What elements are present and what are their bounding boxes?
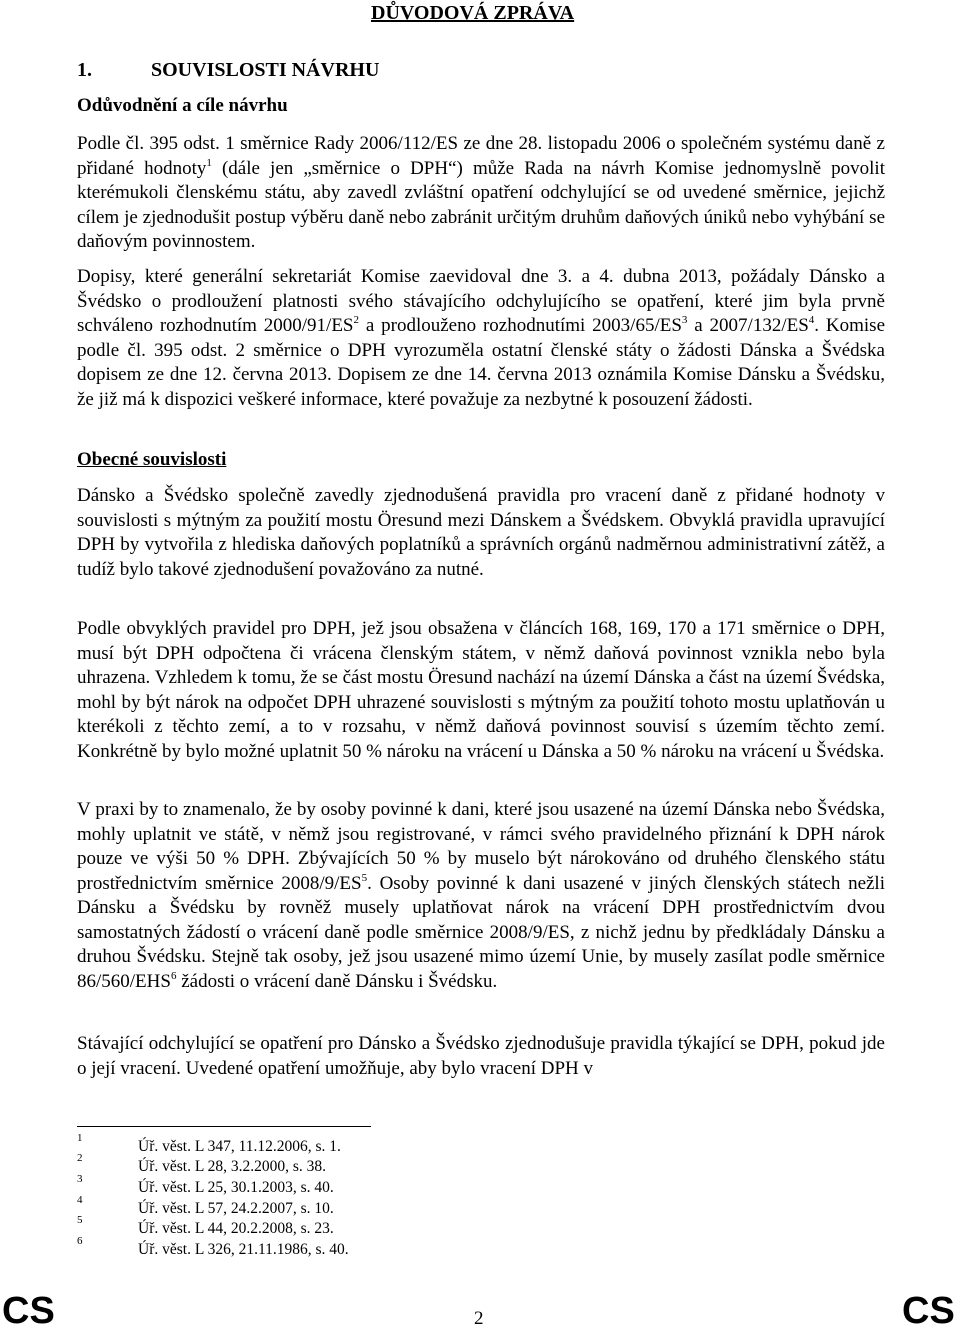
- page-title: DŮVODOVÁ ZPRÁVA: [371, 2, 575, 24]
- footnote-ref: 4: [808, 314, 815, 326]
- paragraph-text: (dále jen „směrnice o DPH“) může Rada na návrh Komise jednomyslně povolit kterémukoli členskému státu, aby zavedl zvláštní opatření odchylující se od uvedené směrnice, jejichž cílem je zjednodušit postup výběru daně nebo zabránit určitým druhům daňových úniků nebo vyhýbání se daňovým povinnostem.: [77, 157, 885, 252]
- language-code-left: CS: [2, 1290, 55, 1332]
- footnote-text: Úř. věst. L 326, 21.11.1986, s. 40.: [138, 1241, 349, 1258]
- footnote-mark: 1: [77, 1132, 83, 1144]
- footnote-text: Úř. věst. L 28, 3.2.2000, s. 38.: [138, 1158, 326, 1175]
- section-title: SOUVISLOSTI NÁVRHU: [151, 59, 380, 81]
- footnote-mark: 2: [77, 1152, 83, 1164]
- section-number: 1.: [77, 59, 92, 81]
- paragraph-text: . Osoby povinné k dani usazené v jiných členských státech nežli Dánsku a Švédsku by rovněž musely uplatňovat nárok na vrácení DPH prostřednictvím dvou samostatných žádostí o vrácení daně podle směrnice 2008/9/ES, z nichž jednu by předkládaly Dánsku a druhou Švédsku. Stejně tak osoby, jež jsou usazené mimo území Unie, by musely zasílat podle směrnice 86/560/EHS: [77, 872, 885, 992]
- paragraph-text: žádosti o vrácení daně Dánsku i Švédsku.: [176, 970, 498, 992]
- footnote-text: Úř. věst. L 44, 20.2.2008, s. 23.: [138, 1220, 334, 1237]
- paragraph-context: Dánsko a Švédsko společně zavedly zjednodušená pravidla pro vracení daně z přidané hodnoty v souvislosti s mýtným za použití mostu Öresund mezi Dánskem a Švédskem. Obvyklá pravidla upravující DPH by vytvořila z hlediska daňových poplatníků a správních orgánů nadměrnou administrativní zátěž, a tudíž bylo takové zjednodušení považováno za nutné.: [77, 485, 885, 580]
- paragraph-text: Dopisy, které generální sekretariát Komise zaevidoval dne 3. a 4. dubna 2013, požádaly Dánsko a Švédsko o prodloužení platnosti svého stávajícího odchylujícího se opatření, které jim byla prvně schváleno rozhodnutím 2000/91/ES: [77, 266, 885, 336]
- paragraph-practice: [77, 798, 885, 994]
- footnote-ref: 3: [681, 314, 688, 326]
- paragraph-text: Podle čl. 395 odst. 1 směrnice Rady 2006/112/ES ze dne 28. listopadu 2006 o společném systému daně z přidané hodnoty: [77, 133, 885, 179]
- footnote-text: Úř. věst. L 25, 30.1.2003, s. 40.: [138, 1179, 334, 1196]
- section-heading: [77, 59, 379, 82]
- paragraph-text: . Komise podle čl. 395 odst. 2 směrnice o DPH vyrozuměla ostatní členské státy o žádosti Dánska a Švédska dopisem ze dne 12. června 2013. Dopisem ze dne 14. června 2013 oznámila Komise Dánsku a Švédsku, že již má k dispozici veškeré informace, které považuje za nezbytné k posouzení žádosti.: [77, 315, 886, 410]
- subheading-context: Obecné souvislosti: [77, 449, 227, 470]
- language-code-right: CS: [902, 1290, 955, 1332]
- footnote-ref: 2: [353, 314, 359, 326]
- paragraph-text: a 2007/132/ES: [687, 315, 809, 336]
- paragraph-legal-basis: [77, 132, 885, 255]
- subheading-objectives: Odůvodnění a cíle návrhu: [77, 95, 288, 116]
- footnote-text: Úř. věst. L 347, 11.12.2006, s. 1.: [138, 1138, 341, 1155]
- footnote-mark: 3: [77, 1173, 83, 1185]
- paragraph-rules: Podle obvyklých pravidel pro DPH, jež jsou obsažena v článcích 168, 169, 170 a 171 směrnice o DPH, musí být DPH odpočtena či vrácena členským státem, v němž daňová povinnost vznikla nebo byla uhrazena. Vzhledem k tomu, že se část mostu Öresund nachází na území Dánska a část na území Švédska, mohl by být nárok na odpočet DPH uhrazené souvislosti s mýtným za použití tohoto mostu uplatňován u kterékoli z těchto zemí, a to v rozsahu, v němž daňová povinnost souvisí s územím těchto zemí. Konkrétně by bylo možné uplatnit 50 % nároku na vrácení u Dánska a 50 % nároku na vrácení u Švédska.: [77, 618, 885, 762]
- paragraph-text: V praxi by to znamenalo, že by osoby povinné k dani, které jsou usazené na území Dánska nebo Švédska, mohly uplatnit ve státě, v němž jsou registrované, v rámci svého pravidelného přiznání k DPH nárok pouze ve výši 50 % DPH. Zbývajících 50 % by muselo být nárokováno od druhého členského státu prostřednictvím směrnice 2008/9/ES: [77, 799, 885, 894]
- footnote-ref: 5: [361, 871, 368, 884]
- footnote-mark: 6: [77, 1235, 83, 1247]
- paragraph-measure: Stávající odchylující se opatření pro Dánsko a Švédsko zjednodušuje pravidla týkající se DPH, pokud jde o její vracení. Uvedené opatření umožňuje, aby bylo vracení DPH v: [77, 1033, 885, 1079]
- footnote-mark: 4: [77, 1194, 83, 1206]
- paragraph-text: a prodlouženo rozhodnutími 2003/65/ES: [359, 315, 682, 336]
- paragraph-request: [77, 265, 885, 412]
- footnote-text: Úř. věst. L 57, 24.2.2007, s. 10.: [138, 1200, 334, 1217]
- footnote-separator: [77, 1126, 371, 1127]
- footnote-mark: 5: [77, 1214, 83, 1226]
- page-number: 2: [474, 1308, 484, 1329]
- footnote-ref: 6: [170, 969, 177, 982]
- footnote-ref: 1: [206, 156, 212, 169]
